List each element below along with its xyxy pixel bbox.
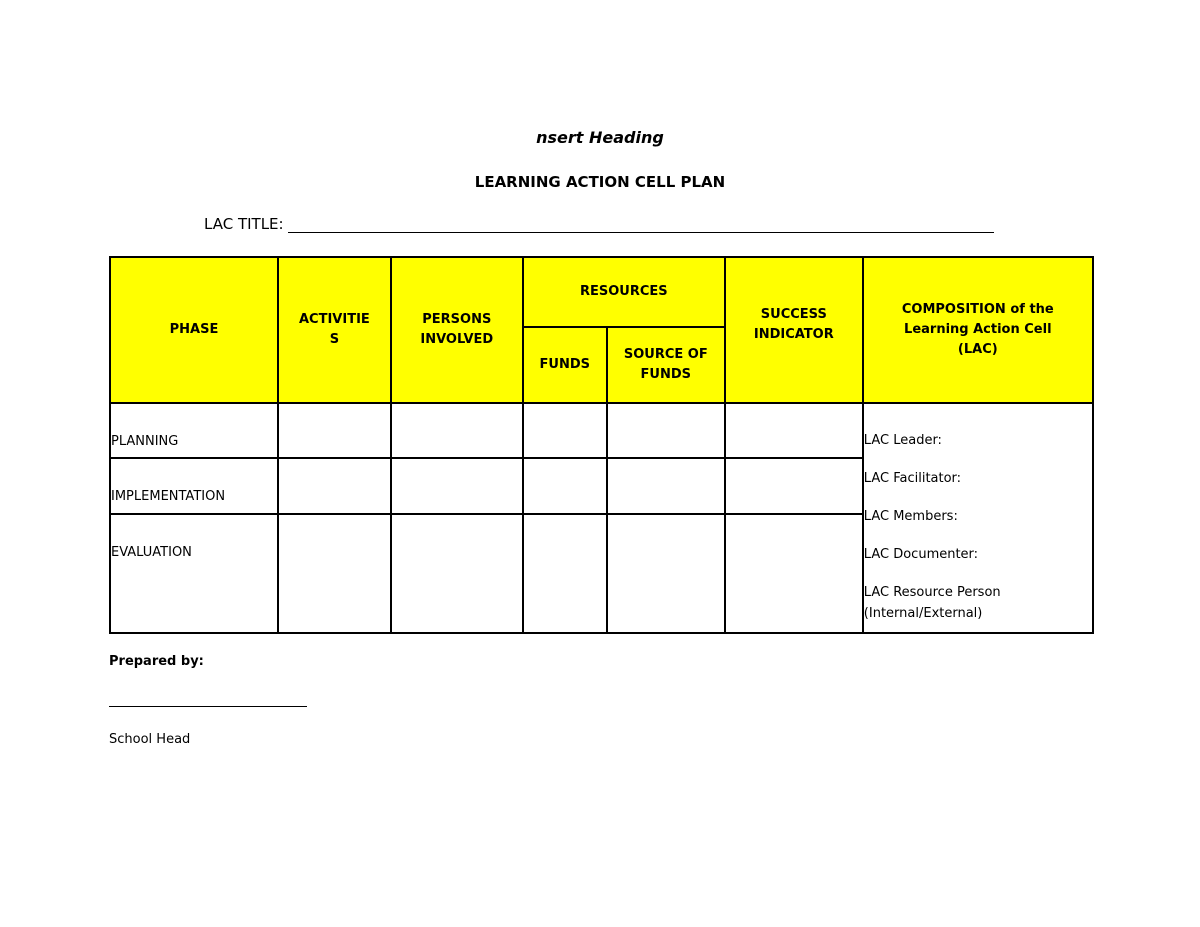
cell-activities-planning[interactable]	[278, 403, 391, 458]
cell-source-planning[interactable]	[607, 403, 725, 458]
school-head-label: School Head	[109, 732, 191, 747]
cell-activities-evaluation[interactable]	[278, 514, 391, 633]
composition-documenter: LAC Documenter:	[863, 547, 979, 562]
lac-title-label: LAC TITLE:	[204, 215, 284, 233]
document-title: LEARNING ACTION CELL PLAN	[474, 173, 726, 191]
header-activities: ACTIVITIE S	[278, 257, 391, 403]
header-resources: RESOURCES	[523, 257, 725, 327]
composition-facilitator: LAC Facilitator:	[863, 471, 962, 486]
cell-success-evaluation[interactable]	[725, 514, 863, 633]
phase-label-planning: PLANNING	[111, 434, 179, 449]
phase-cell-implementation	[110, 458, 278, 514]
header-composition: COMPOSITION of the Learning Action Cell (LAC)	[863, 257, 1093, 403]
prepared-by-label: Prepared by:	[109, 654, 204, 669]
header-funds: FUNDS	[523, 327, 607, 403]
cell-funds-evaluation[interactable]	[523, 514, 607, 633]
lac-title-row	[204, 215, 994, 233]
cell-success-implementation[interactable]	[725, 458, 863, 514]
cell-funds-planning[interactable]	[523, 403, 607, 458]
composition-resource-person: LAC Resource Person (Internal/External)	[863, 585, 1001, 621]
document-heading: nsert Heading	[536, 128, 664, 147]
header-source-of-funds: SOURCE OF FUNDS	[607, 327, 725, 403]
cell-success-planning[interactable]	[725, 403, 863, 458]
lac-plan-table	[109, 256, 1094, 634]
header-phase: PHASE	[110, 257, 278, 403]
phase-cell-planning	[110, 403, 278, 458]
header-success-indicator: SUCCESS INDICATOR	[725, 257, 863, 403]
composition-leader: LAC Leader:	[863, 433, 942, 448]
phase-cell-evaluation	[110, 514, 278, 633]
cell-persons-planning[interactable]	[391, 403, 523, 458]
cell-activities-implementation[interactable]	[278, 458, 391, 514]
cell-persons-implementation[interactable]	[391, 458, 523, 514]
phase-label-implementation: IMPLEMENTATION	[111, 489, 226, 504]
cell-persons-evaluation[interactable]	[391, 514, 523, 633]
cell-source-implementation[interactable]	[607, 458, 725, 514]
lac-title-input-line[interactable]	[288, 218, 994, 233]
cell-source-evaluation[interactable]	[607, 514, 725, 633]
composition-cell	[863, 403, 1093, 633]
composition-members: LAC Members:	[863, 509, 958, 524]
header-persons-involved: PERSONS INVOLVED	[391, 257, 523, 403]
signature-line[interactable]	[109, 706, 307, 707]
phase-label-evaluation: EVALUATION	[111, 545, 192, 560]
cell-funds-implementation[interactable]	[523, 458, 607, 514]
